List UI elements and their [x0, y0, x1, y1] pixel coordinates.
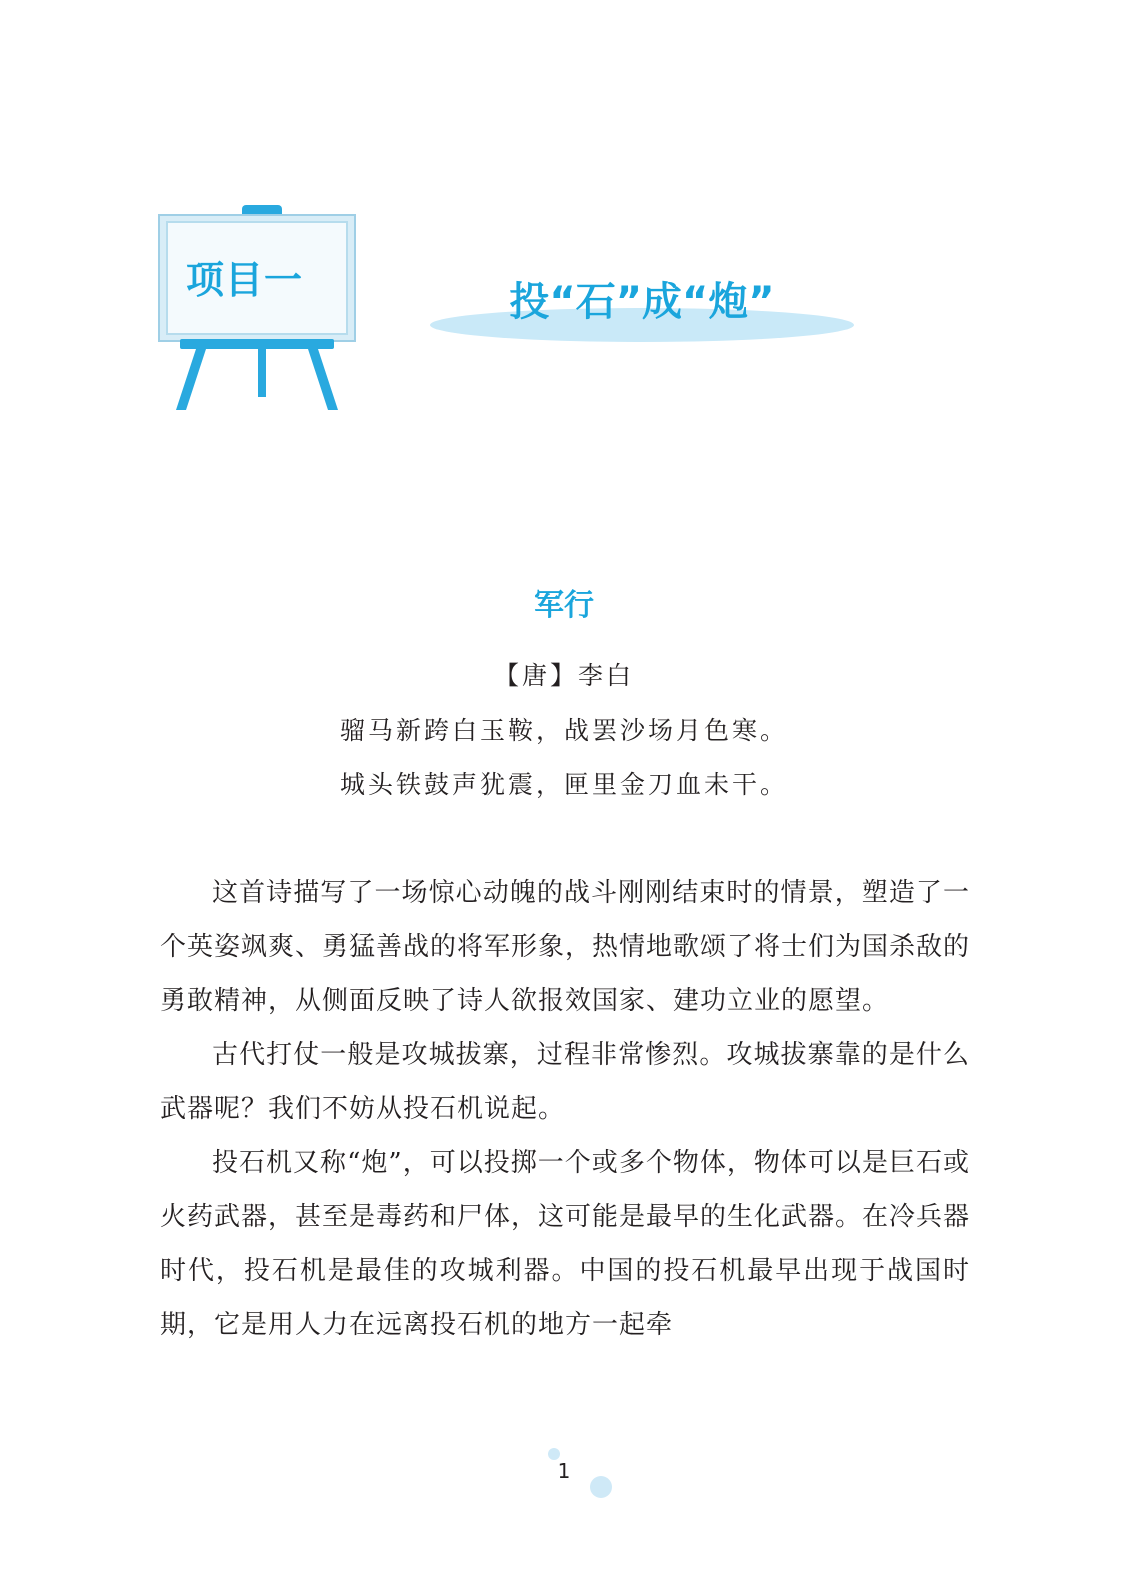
paragraph-1: 这首诗描写了一场惊心动魄的战斗刚刚结束时的情景，塑造了一个英姿飒爽、勇猛善战的将军形象，热情地歌颂了将士们为国杀敌的勇敢精神，从侧面反映了诗人欲报效国家、建功立业的愿望。 [160, 878, 971, 1016]
poem-title: 军行 [534, 588, 594, 623]
body-text [160, 866, 970, 1352]
poem-author: 【唐】李白 [493, 661, 634, 690]
decorative-dot-large [590, 1476, 612, 1498]
poem-line-2: 城头铁鼓声犹震，匣里金刀血未干。 [339, 770, 788, 799]
page-number: 1 [557, 1459, 571, 1483]
paragraph-2: 古代打仗一般是攻城拔寨，过程非常惨烈。攻城拔寨靠的是什么武器呢？我们不妨从投石机说起。 [160, 1040, 970, 1124]
project-label: 项目一 [186, 258, 304, 302]
paragraph-3: 投石机又称“炮”，可以投掷一个或多个物体，物体可以是巨石或火药武器，甚至是毒药和尸体，这可能是最早的生化武器。在冷兵器时代，投石机是最佳的攻城利器。中国的投石机最早出现于战国时期，它是用人力在远离投石机的地方一起牵 [160, 1148, 971, 1340]
chapter-title: 投“石”成“炮” [509, 279, 775, 325]
poem-line-1: 骝马新跨白玉鞍，战罢沙场月色寒。 [339, 716, 788, 745]
